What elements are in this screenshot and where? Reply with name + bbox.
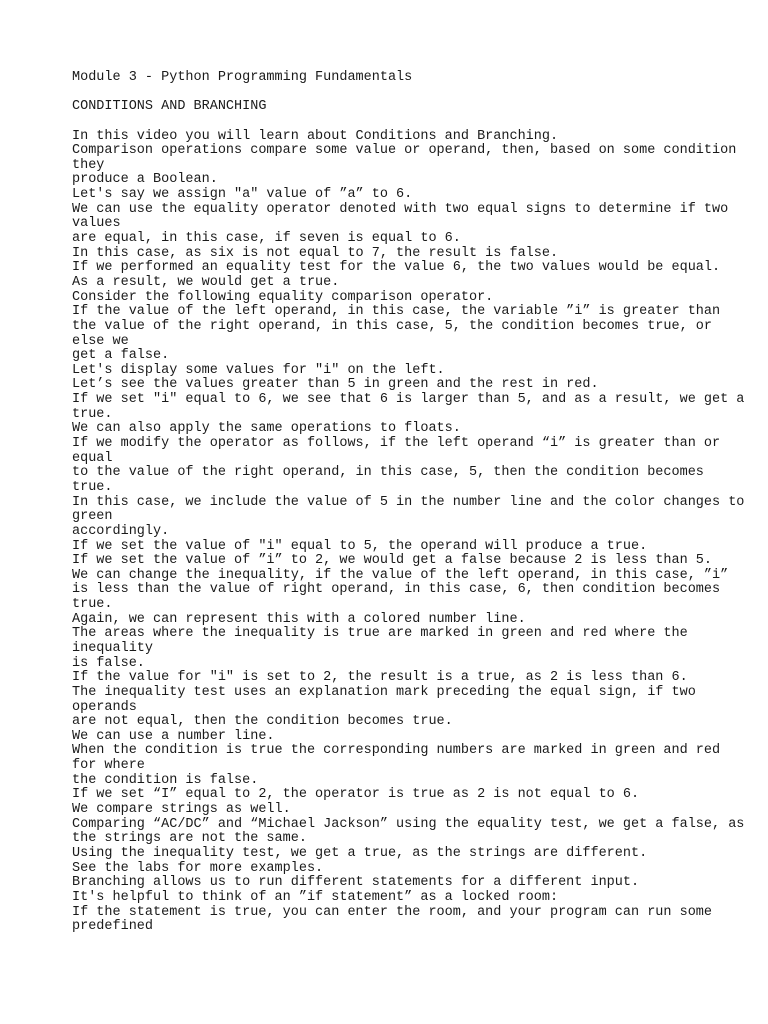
text-line bbox=[72, 115, 712, 130]
text-line: the value of the right operand, in this case, 5, the condition becomes true, or bbox=[72, 318, 713, 334]
document-title: Module 3 - Python Programming Fundamentals bbox=[72, 70, 413, 85]
text-line: If we set the value of ”i” to 2, we would get a false because 2 is less than 5. bbox=[72, 553, 713, 569]
text-line: to the value of the right operand, in this case, 5, then the condition becomes bbox=[72, 465, 704, 481]
text-line: We can use the equality operator denoted with two equal signs to determine if two bbox=[72, 201, 729, 217]
text-line: Branching allows us to run different statements for a different input. bbox=[72, 875, 640, 891]
text-line: get a false. bbox=[72, 348, 170, 364]
text-line: the strings are not the same. bbox=[72, 831, 307, 847]
text-line: We can change the inequality, if the value of the left operand, in this case, ”i” bbox=[72, 567, 729, 583]
text-line bbox=[72, 86, 712, 101]
text-line: true. bbox=[72, 479, 113, 495]
text-line: accordingly. bbox=[72, 523, 170, 539]
text-line: Comparing “AC/DC” and “Michael Jackson” using the equality test, we get a false, as bbox=[72, 816, 745, 832]
text-line: In this video you will learn about Conditions and Branching. bbox=[72, 128, 559, 144]
text-line: Let's say we assign "a" value of ”a” to 6. bbox=[72, 187, 413, 203]
text-line: If we set the value of "i" equal to 5, the operand will produce a true. bbox=[72, 538, 648, 554]
text-line: If we set “I” equal to 2, the operator is true as 2 is not equal to 6. bbox=[72, 787, 640, 803]
text-line: are equal, in this case, if seven is equal to 6. bbox=[72, 231, 461, 247]
text-line: In this case, we include the value of 5 in the number line and the color changes to bbox=[72, 494, 745, 510]
text-line: If the value for "i" is set to 2, the result is a true, as 2 is less than 6. bbox=[72, 670, 688, 686]
text-line: Consider the following equality comparison operator. bbox=[72, 289, 494, 305]
text-line: It's helpful to think of an ”if statement” as a locked room: bbox=[72, 889, 559, 905]
text-line: true. bbox=[72, 597, 113, 613]
text-line: operands bbox=[72, 699, 137, 715]
text-line: else we bbox=[72, 333, 129, 349]
text-line: If we set "i" equal to 6, we see that 6 is larger than 5, and as a result, we get a bbox=[72, 392, 745, 408]
text-line: for where bbox=[72, 758, 145, 774]
text-line: Let's display some values for "i" on the left. bbox=[72, 362, 445, 378]
text-line: inequality bbox=[72, 640, 154, 656]
text-line: If the statement is true, you can enter the room, and your program can run some bbox=[72, 904, 713, 920]
text-line: If we modify the operator as follows, if the left operand “i” is greater than or bbox=[72, 436, 721, 452]
text-line: true. bbox=[72, 406, 113, 422]
text-line: Let’s see the values greater than 5 in green and the rest in red. bbox=[72, 377, 599, 393]
text-line: As a result, we would get a true. bbox=[72, 274, 340, 290]
text-line: Using the inequality test, we get a true, as the strings are different. bbox=[72, 845, 648, 861]
text-line: We can use a number line. bbox=[72, 728, 275, 744]
text-line: are not equal, then the condition becomes true. bbox=[72, 714, 453, 730]
section-heading: CONDITIONS AND BRANCHING bbox=[72, 99, 267, 115]
text-line: Again, we can represent this with a colored number line. bbox=[72, 611, 526, 627]
text-line: predefined bbox=[72, 919, 154, 935]
text-line: If we performed an equality test for the value 6, the two values would be equal. bbox=[72, 260, 721, 276]
text-line: See the labs for more examples. bbox=[72, 860, 324, 876]
document-text bbox=[72, 70, 745, 935]
text-line: equal bbox=[72, 450, 113, 466]
text-line: is less than the value of right operand, in this case, 6, then condition becomes bbox=[72, 582, 721, 598]
text-line: is false. bbox=[72, 655, 145, 671]
text-line: If the value of the left operand, in this case, the variable ”i” is greater than bbox=[72, 304, 721, 320]
text-line: The inequality test uses an explanation mark preceding the equal sign, if two bbox=[72, 684, 696, 700]
text-line: When the condition is true the corresponding numbers are marked in green and red bbox=[72, 743, 721, 759]
text-line: We can also apply the same operations to floats. bbox=[72, 421, 461, 437]
text-line: the condition is false. bbox=[72, 772, 259, 788]
text-line: they bbox=[72, 157, 105, 173]
text-line: We compare strings as well. bbox=[72, 802, 291, 818]
text-line: green bbox=[72, 509, 113, 525]
text-line: values bbox=[72, 216, 121, 232]
text-line: The areas where the inequality is true are marked in green and red where the bbox=[72, 626, 688, 642]
text-line: Comparison operations compare some value or operand, then, based on some condition bbox=[72, 143, 737, 159]
text-line: produce a Boolean. bbox=[72, 172, 218, 188]
text-line: In this case, as six is not equal to 7, the result is false. bbox=[72, 245, 559, 261]
